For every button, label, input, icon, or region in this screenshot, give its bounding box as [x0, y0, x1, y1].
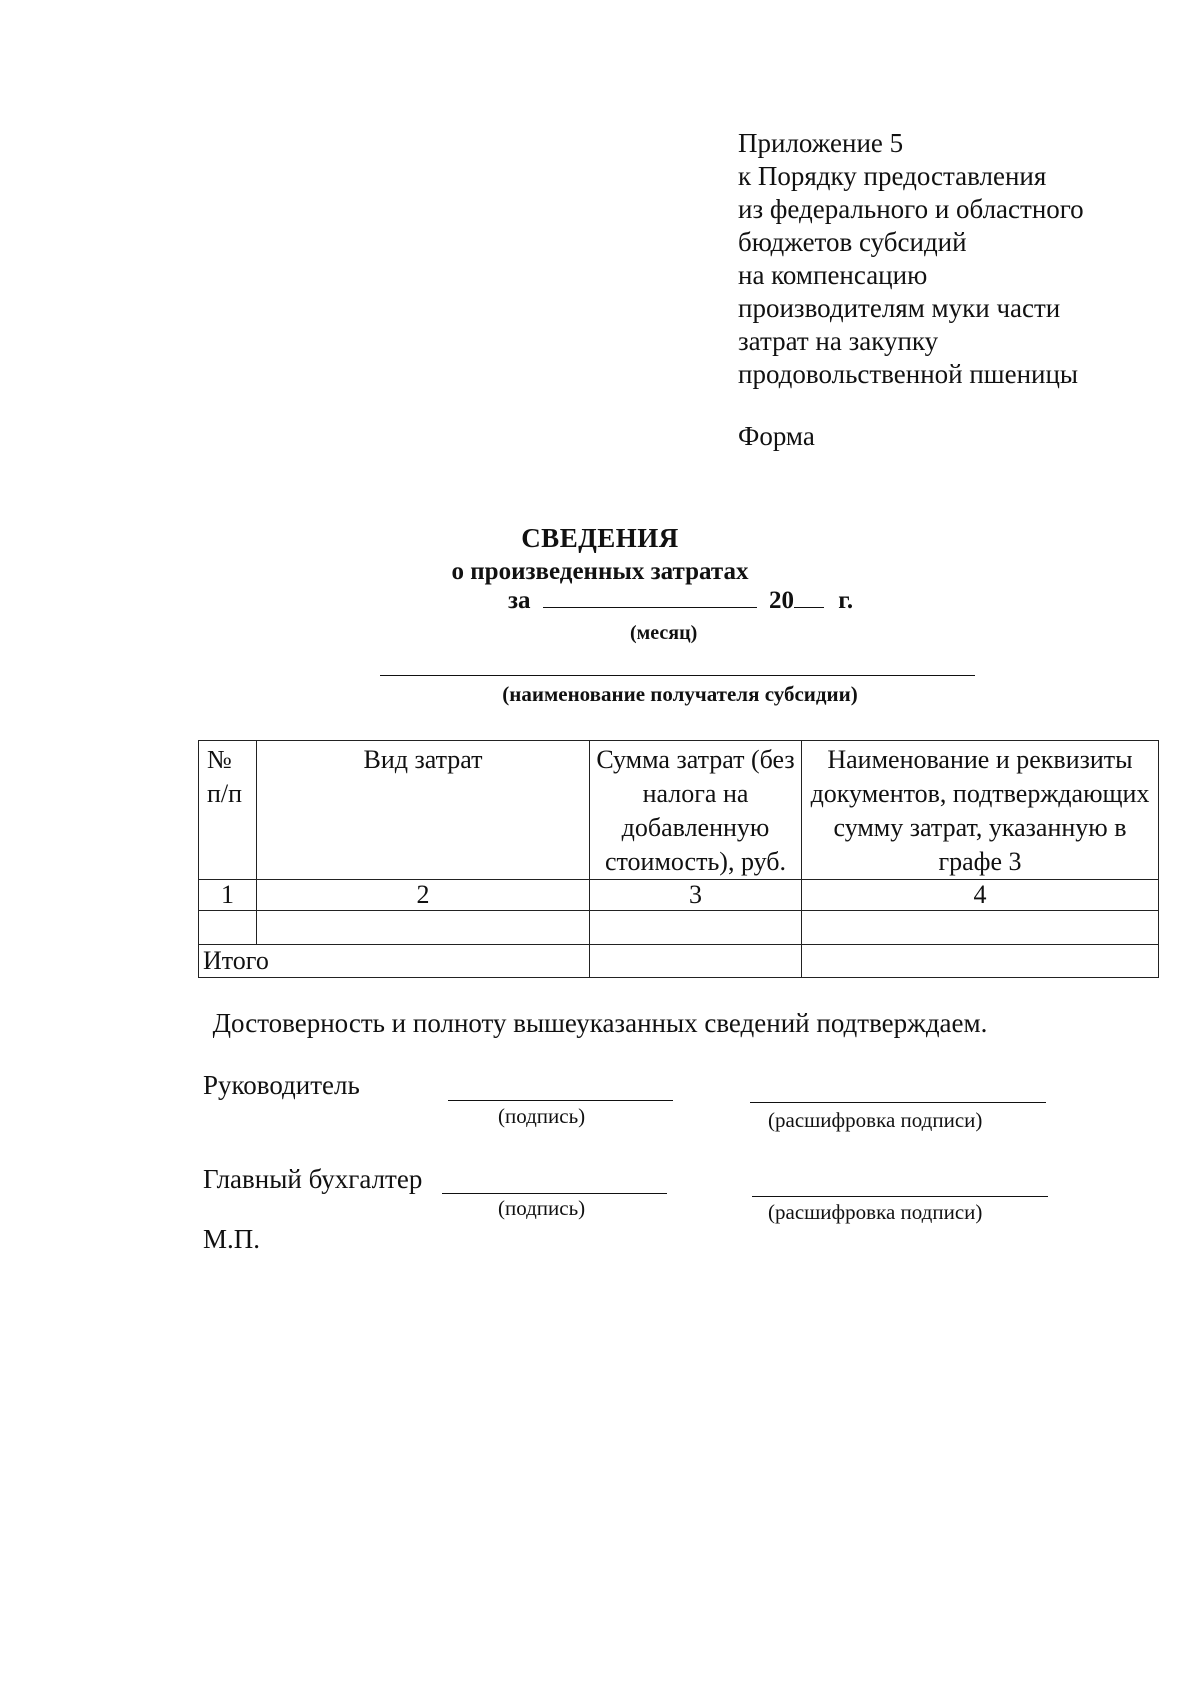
- decoding-caption: (расшифровка подписи): [768, 1200, 983, 1224]
- recipient-name-line[interactable]: [380, 675, 975, 676]
- appendix-line: на компенсацию: [738, 260, 928, 290]
- appendix-line: бюджетов субсидий: [738, 227, 967, 257]
- month-caption: (месяц): [630, 622, 698, 644]
- year-suffix: г.: [838, 587, 854, 614]
- accountant-signature-line[interactable]: [442, 1193, 667, 1194]
- header-cost-amount: Сумма затрат (без налога на добавленную стоимость), руб.: [590, 741, 802, 880]
- column-number: 3: [590, 880, 802, 911]
- table-cell[interactable]: [257, 911, 590, 945]
- period-line: [508, 585, 853, 615]
- month-blank[interactable]: [543, 585, 757, 608]
- document-title-block: [0, 522, 1200, 589]
- total-amount-cell[interactable]: [590, 945, 802, 978]
- signature-caption: (подпись): [498, 1196, 586, 1220]
- period-prefix: за: [508, 587, 531, 614]
- decoding-caption: (расшифровка подписи): [768, 1108, 983, 1132]
- column-number: 4: [802, 880, 1159, 911]
- table-header-row: [199, 741, 1159, 880]
- head-signature-line[interactable]: [448, 1100, 673, 1101]
- appendix-line: из федерального и областного: [738, 194, 1084, 224]
- document-subtitle: о произведенных затратах: [451, 558, 749, 585]
- table-cell[interactable]: [802, 911, 1159, 945]
- recipient-caption: (наименование получателя субсидии): [502, 682, 858, 706]
- appendix-line: к Порядку предоставления: [738, 161, 1047, 191]
- head-label: Руководитель: [203, 1070, 360, 1100]
- document-title: СВЕДЕНИЯ: [521, 523, 679, 553]
- accountant-label: Главный бухгалтер: [203, 1164, 423, 1194]
- column-numbers-row: [199, 880, 1159, 911]
- year-blank[interactable]: [794, 585, 824, 608]
- table-row: [199, 911, 1159, 945]
- accountant-decoding-line[interactable]: [752, 1196, 1048, 1197]
- column-number: 2: [257, 880, 590, 911]
- total-row: [199, 945, 1159, 978]
- confirmation-text: Достоверность и полноту вышеуказанных сведений подтверждаем.: [212, 1008, 988, 1038]
- column-number: 1: [199, 880, 257, 911]
- head-decoding-line[interactable]: [750, 1102, 1046, 1103]
- header-documents: Наименование и реквизиты документов, подтверждающих сумму затрат, указанную в графе 3: [802, 741, 1159, 880]
- appendix-line: производителям муки части: [738, 293, 1061, 323]
- form-label: Форма: [738, 421, 815, 451]
- total-label: Итого: [199, 945, 590, 978]
- appendix-line: затрат на закупку: [738, 326, 939, 356]
- table-cell[interactable]: [199, 911, 257, 945]
- header-cost-type: Вид затрат: [257, 741, 590, 880]
- total-documents-cell[interactable]: [802, 945, 1159, 978]
- year-prefix: 20: [769, 587, 795, 614]
- table-cell[interactable]: [590, 911, 802, 945]
- signature-caption: (подпись): [498, 1104, 586, 1128]
- header-number: № п/п: [199, 741, 257, 880]
- appendix-line: Приложение 5: [738, 128, 904, 158]
- appendix-line: продовольственной пшеницы: [738, 359, 1079, 389]
- stamp-label: М.П.: [203, 1224, 261, 1254]
- appendix-block: [738, 127, 1084, 453]
- costs-table: [198, 740, 1159, 978]
